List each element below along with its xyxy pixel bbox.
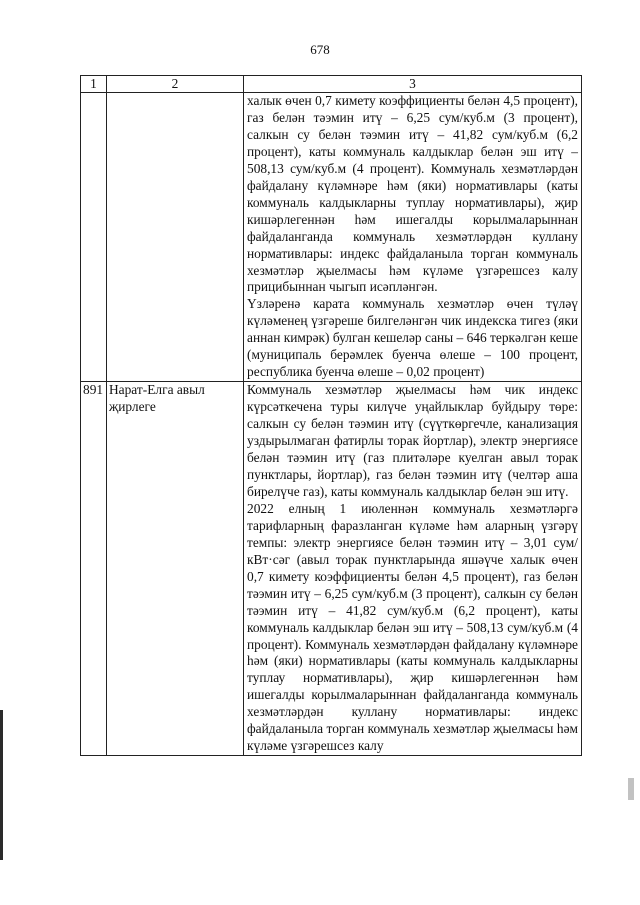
header-col-2: 2 xyxy=(107,76,244,93)
row-description xyxy=(244,382,582,756)
table-header-row xyxy=(81,76,582,93)
row-number xyxy=(81,93,107,382)
table-row xyxy=(81,382,582,756)
page-number: 678 xyxy=(310,42,330,57)
table-row xyxy=(81,93,582,382)
description-paragraph: Үзләренә карата коммуналь хезмәтләр өчен түләү күләменең үзгәреше билгеләнгән чик индекска тигез (яки аннан кимрәк) булган кешеләр саны – 646 теркәлгән кеше (муниципаль берәмлек буенча өлеше – 100 процент, республика буенча өлеше – 0,02 процент) xyxy=(247,296,578,380)
municipality-name: Нарат-Елга авыл җирлеге xyxy=(107,382,244,756)
description-paragraph: халык өчен 0,7 кимету коэффициенты белән 4,5 процент), газ белән тәэмин итү – 6,25 сум/куб.м (3 процент), салкын су белән тәэмин итү – 41,82 сум/куб.м (6,2 процент), каты коммуналь калдыклар белән эш итү – 508,13 сум/куб.м (4 процент). Коммуналь хезмәтләрдән файдалану күләмнәре һәм (яки) нормативлары (каты коммуналь калдыкларны туплау нормативлары), җир кишәрлегеннән һәм ишегалды корылмаларыннан файдаланганда коммуналь хезмәтләрдән куллану нормативлары: индекс файдаланыла торган коммуналь хезмәтләр җыелмасы һәм күләме үзгәрешсез калу прицибыннан чыгып исәпләнгән. xyxy=(247,93,578,295)
row-description xyxy=(244,93,582,382)
description-paragraph: Коммуналь хезмәтләр җыелмасы һәм чик индекс күрсәткечена туры килүче уңайлыклар буйдыру төре: салкын су белән тәэмин итү (сүүткөргечле, канализация уздырылмаган фатирлы торак йортлар), электр энергиясе белән тәэмин итү (газ плитәләре куелган авыл торак пунктлары, йортлар), газ белән тәэмин итү (челтәр аша бирелүче газ), каты коммуналь калдыклар белән эш итү. xyxy=(247,382,578,499)
tariff-table xyxy=(80,75,582,756)
scan-artifact xyxy=(628,778,634,800)
row-number: 891 xyxy=(81,382,107,756)
description-paragraph: 2022 елның 1 июленнән коммуналь хезмәтләргә тарифларның фаразланган күләме һәм аларның үзгәрү темпы: электр энергиясе белән тәэмин итү – 3,01 сум/кВт·сәг (авыл торак пунктларында яшәүче халык өчен 0,7 кимету коэффициенты белән 4,5 процент), газ белән тәэмин итү – 6,25 сум/куб.м (3 процент), салкын су белән тәэмин итү – 41,82 сум/куб.м (6,2 процент), каты коммуналь калдыклар белән эш итү – 508,13 сум/куб.м (4 процент). Коммуналь хезмәтләрдән файдалану күләмнәре һәм (яки) нормативлары (каты коммуналь калдыкларны туплау нормативлары), җир кишәрлегеннән һәм ишегалды корылмаларыннан файдаланганда коммуналь хезмәтләрдән куллану нормативлары: индекс файдаланыла торган коммуналь хезмәтләр җыелмасы һәм күләме үзгәрешсез калу xyxy=(247,500,578,754)
header-col-3: 3 xyxy=(244,76,582,93)
header-col-1: 1 xyxy=(81,76,107,93)
scan-edge-mark xyxy=(0,710,3,860)
municipality-name xyxy=(107,93,244,382)
